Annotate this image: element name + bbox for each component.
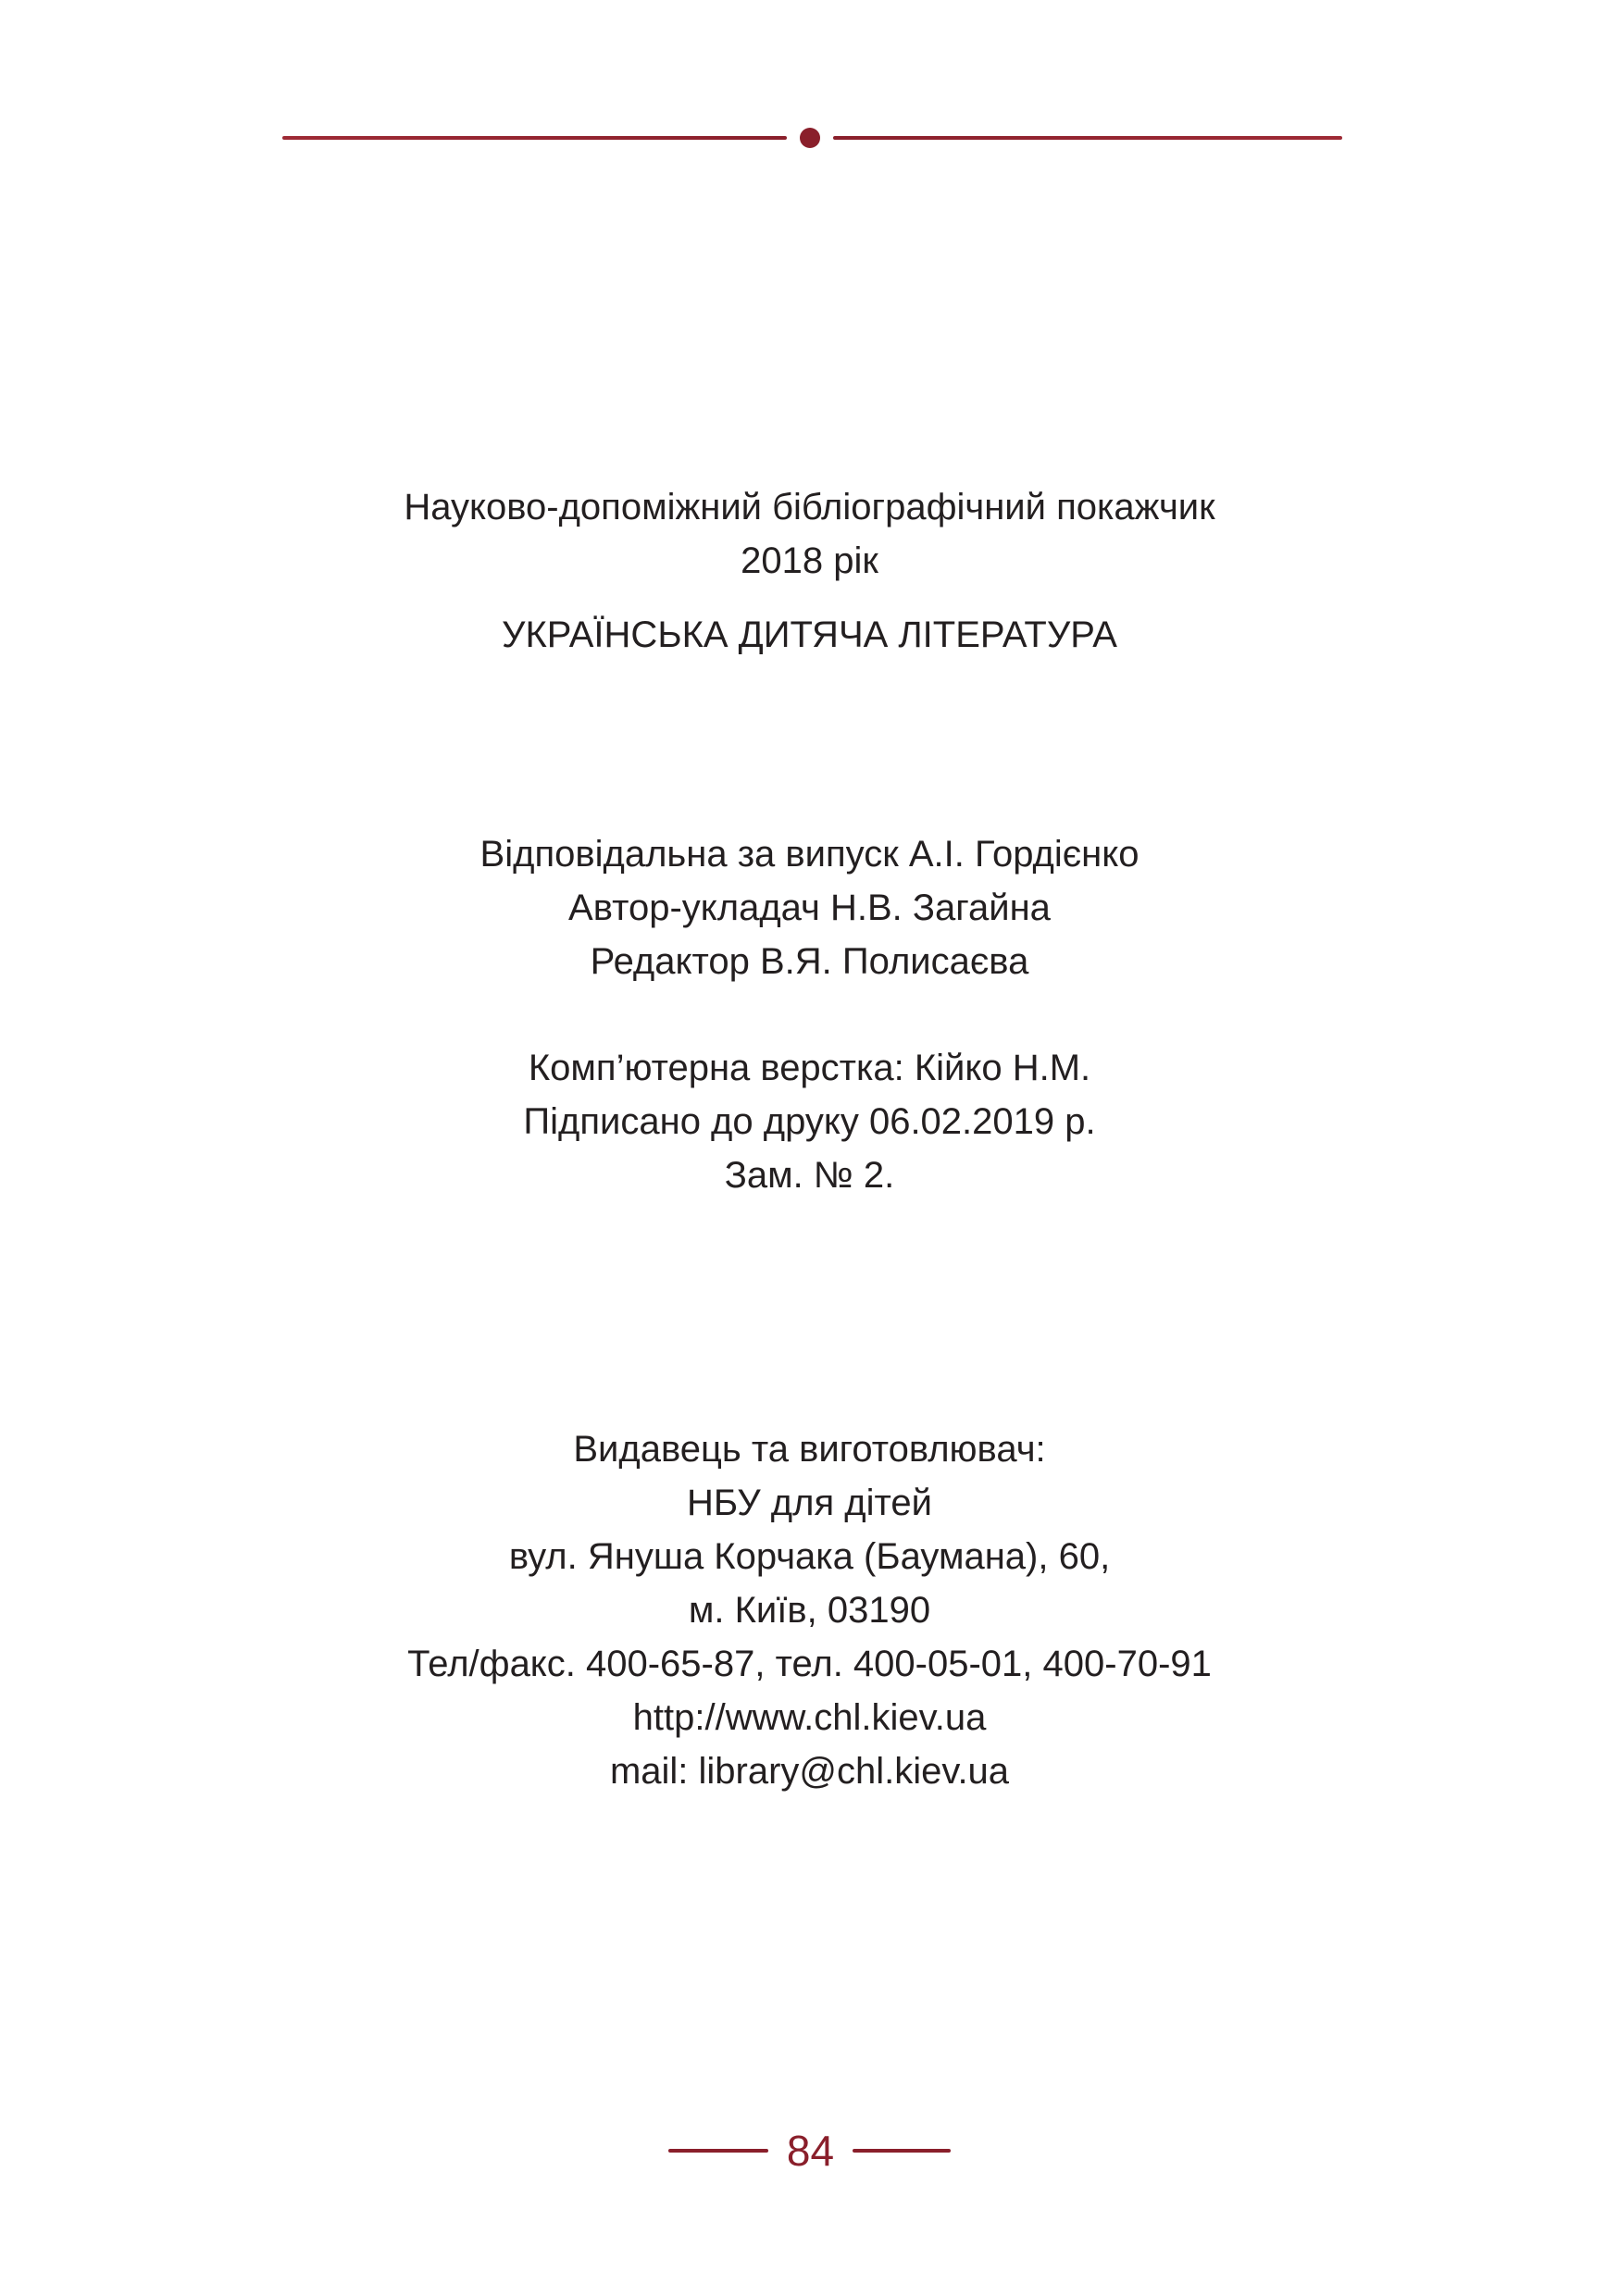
publisher-street: вул. Януша Корчака (Баумана), 60, <box>508 1536 1111 1577</box>
header-ornament-dot <box>800 128 820 148</box>
publisher-name: НБУ для дітей <box>687 1483 932 1523</box>
publisher-website: http://www.chl.kiev.ua <box>632 1697 987 1738</box>
publisher-email: mail: library@chl.kiev.ua <box>609 1751 1010 1792</box>
production-order: Зам. № 2. <box>724 1155 895 1196</box>
publisher-city: м. Київ, 03190 <box>688 1590 931 1631</box>
footer-rule-left <box>668 2149 768 2153</box>
production-layout: Комп’ютерна верстка: Кійко Н.М. <box>528 1048 1091 1088</box>
publication-year: 2018 рік <box>741 540 878 581</box>
footer-rule-right <box>853 2149 951 2153</box>
production-signed: Підписано до друку 06.02.2019 р. <box>523 1101 1096 1142</box>
page-footer <box>668 2125 951 2177</box>
header-ornament <box>282 128 1342 148</box>
publisher-heading: Видавець та виготовлювач: <box>573 1429 1046 1470</box>
publication-title: УКРАЇНСЬКА ДИТЯЧА ЛІТЕРАТУРА <box>502 614 1117 655</box>
publication-block <box>0 480 1619 662</box>
credit-compiler: Автор-укладач Н.В. Загайна <box>568 887 1051 928</box>
publisher-phones: Тел/факс. 400-65-87, тел. 400-05-01, 400-70-91 <box>407 1644 1212 1684</box>
header-rule-left <box>282 136 787 140</box>
page-number: 84 <box>786 2127 835 2175</box>
credit-editor: Редактор В.Я. Полисаєва <box>590 941 1029 982</box>
credits-block <box>0 827 1619 988</box>
publication-type: Науково-допоміжний бібліографічний покажчик <box>404 487 1215 527</box>
production-block <box>0 1041 1619 1202</box>
publisher-block <box>0 1422 1619 1798</box>
header-rule-right <box>833 136 1342 140</box>
credit-responsible: Відповідальна за випуск А.І. Гордієнко <box>479 834 1140 875</box>
